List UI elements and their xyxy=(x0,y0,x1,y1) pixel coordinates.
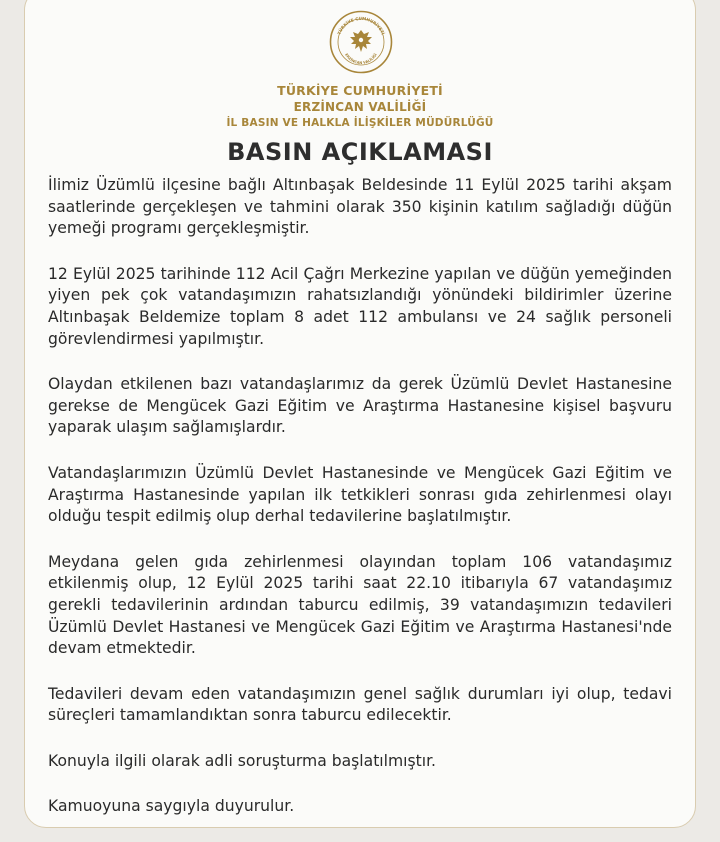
header-line-erzincan-valiligi: ERZİNCAN VALİLİĞİ xyxy=(293,100,427,114)
paragraph-6: Tedavileri devam eden vatandaşımızın genel sağlık durumları iyi olup, tedavi süreçleri tamamlandıktan sonra taburcu edilecektir. xyxy=(48,684,672,725)
paragraph-7: Konuyla ilgili olarak adli soruşturma başlatılmıştır. xyxy=(48,751,437,770)
paragraph-5: Meydana gelen gıda zehirlenmesi olayından toplam 106 vatandaşımız etkilenmiş olup, 12 Eylül 2025 tarihi saat 22.10 itibarıyla 67 vatandaşımız gerekli tedavilerinin ardından taburcu edilmiş, 39 vatandaşımızın tedavileri Üzümlü Devlet Hastanesi ve Mengücek Gazi Eğitim ve Araştırma Hastanesi'nde devam etmektedir. xyxy=(48,552,672,658)
seal-text-top: TÜRKİYE CUMHURİYETİ xyxy=(336,15,386,36)
paragraph-4: Vatandaşlarımızın Üzümlü Devlet Hastanesinde ve Mengücek Gazi Eğitim ve Araştırma Hastanesinde yapılan ilk tetkikleri sonrası gıda zehirlenmesi olayı olduğu tespit edilmiş olup derhal tedavilerine başlatılmıştır. xyxy=(48,463,672,526)
header-line-directorate: İL BASIN VE HALKLA İLİŞKİLER MÜDÜRLÜĞÜ xyxy=(226,117,494,129)
paragraph-closing: Kamuoyuna saygıyla duyurulur. xyxy=(48,797,295,816)
page-title: BASIN AÇIKLAMASI xyxy=(227,138,493,166)
paragraph-1: İlimiz Üzümlü ilçesine bağlı Altınbaşak Beldesinde 11 Eylül 2025 tarihi akşam saatlerinde gerçekleşen ve tahmini olarak 350 kişinin katılım sağladığı düğün yemeği programı gerçekleşmiştir. xyxy=(48,176,672,238)
header-line-turkiye-cumhuriyeti: TÜRKİYE CUMHURİYETİ xyxy=(277,83,443,98)
seal-text-bottom: ERZİNCAN VALİLİĞİ xyxy=(344,52,378,66)
erzincan-valiligi-seal-icon xyxy=(329,10,393,74)
press-release-body xyxy=(48,175,672,842)
paragraph-2: 12 Eylül 2025 tarihinde 112 Acil Çağrı Merkezine yapılan ve düğün yemeğinden yiyen pek çok vatandaşımızın rahatsızlandığı yönündeki bildirimler üzerine Altınbaşak Beldemize toplam 8 adet 112 ambulansı ve 24 sağlık personeli görevlendirmesi yapılmıştır. xyxy=(48,264,672,348)
paragraph-3: Olaydan etkilenen bazı vatandaşlarımız da gerek Üzümlü Devlet Hastanesine gerekse de Mengücek Gazi Eğitim ve Araştırma Hastanesine kişisel başvuru yaparak ulaşım sağlamışlardır. xyxy=(48,375,672,437)
